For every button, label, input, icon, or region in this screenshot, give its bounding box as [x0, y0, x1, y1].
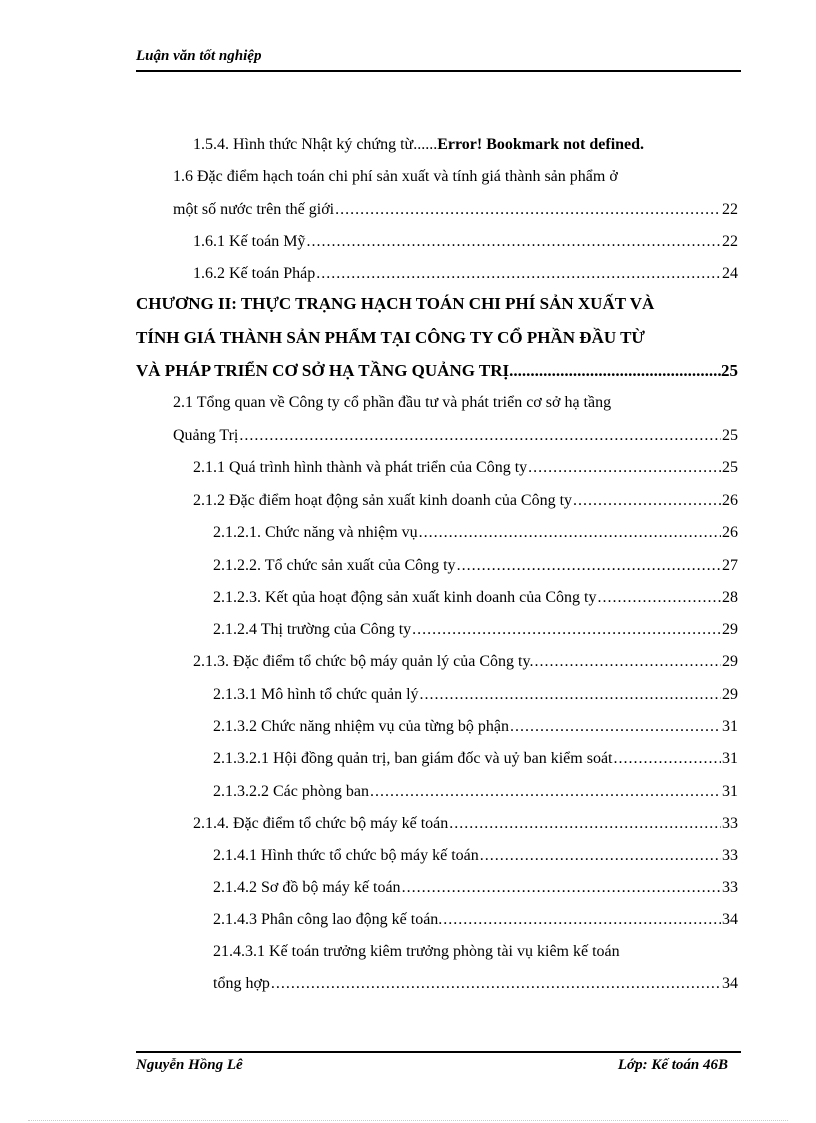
toc-dots	[316, 264, 721, 284]
toc-page-number: 34	[722, 975, 738, 992]
toc-page-number: 29	[722, 686, 738, 703]
toc-entry-text: 2.1.4.3 Phân công lao động kế toán.	[213, 911, 443, 928]
toc-entry-2-1-2-2	[213, 556, 738, 576]
toc-dots	[412, 620, 721, 640]
toc-entry-text: 2.1.4.2 Sơ đồ bộ máy kế toán	[213, 879, 401, 896]
toc-entry-text: VÀ PHÁP TRIỂN CƠ SỞ HẠ TẦNG QUẢNG TRỊ	[136, 361, 510, 380]
toc-dots	[402, 878, 721, 898]
page-edge	[28, 1120, 788, 1121]
toc-entry-text: 2.1.3.1 Mô hình tổ chức quản lý	[213, 686, 419, 703]
toc-dots	[419, 523, 721, 543]
toc-entry-text: 2.1.2.3. Kết qủa hoạt động sản xuất kinh doanh của Công ty	[213, 589, 597, 606]
toc-page-number: 25	[722, 459, 738, 476]
toc-entry-text: 2.1.1 Quá trình hình thành và phát triển của Công ty	[193, 459, 528, 476]
toc-page-number: 29	[722, 621, 738, 638]
toc-dots	[239, 426, 721, 446]
footer-rule	[136, 1051, 741, 1053]
toc-page-number: 33	[722, 879, 738, 896]
toc-entry-text: 2.1.4.1 Hình thức tổ chức bộ máy kế toán	[213, 847, 479, 864]
toc-entry-1-6-2	[193, 264, 738, 284]
toc-entry-2-1-4-3-1	[213, 974, 738, 994]
toc-dots	[449, 814, 721, 834]
toc-dots: ......	[413, 136, 438, 153]
toc-dots	[443, 910, 721, 930]
toc-entry-2-1-4	[193, 814, 738, 834]
toc-page-number: 27	[722, 557, 738, 574]
toc-page-number: 26	[722, 492, 738, 509]
toc-dots	[598, 588, 722, 608]
toc-entry-2-1-3-2-1	[213, 749, 738, 769]
toc-entry-1-5-4	[193, 135, 644, 155]
chapter-2-title-line1: CHƯƠNG II: THỰC TRẠNG HẠCH TOÁN CHI PHÍ SẢN XUẤT VÀ	[136, 294, 655, 313]
toc-entry-2-1-4-1	[213, 846, 738, 866]
toc-dots	[510, 717, 721, 737]
toc-entry-2-1-3-1	[213, 685, 738, 705]
toc-page-number: 31	[722, 783, 738, 800]
toc-entry-text: 2.1.3. Đặc điểm tổ chức bộ máy quản lý của Công ty.	[193, 653, 534, 670]
toc-entry-1-6	[173, 200, 738, 220]
toc-page-number: 22	[722, 233, 738, 250]
chapter-2-title-line3	[136, 361, 738, 381]
toc-entry-text: một số nước trên thế giới	[173, 201, 335, 218]
toc-entry-2-1-2	[193, 491, 738, 511]
toc-page-number: 28	[722, 589, 738, 606]
toc-page-number: 31	[722, 750, 738, 767]
toc-dots	[271, 974, 721, 994]
toc-entry-text: tổng hợp	[213, 975, 270, 992]
toc-page-number: 34	[722, 911, 738, 928]
toc-entry-text: 2.1.3.2.1 Hội đồng quản trị, ban giám đốc và uỷ ban kiểm soát	[213, 750, 613, 767]
toc-page-number: 31	[722, 718, 738, 735]
footer-author: Nguyễn Hồng Lê	[136, 1057, 243, 1073]
toc-entry-2-1-4-3-1-line1: 21.4.3.1 Kế toán trưởng kiêm trưởng phòng tài vụ kiêm kế toán	[213, 943, 620, 960]
toc-page-number: 33	[722, 847, 738, 864]
toc-page-number: 29	[722, 653, 738, 670]
toc-entry-text: 2.1.2 Đặc điểm hoạt động sản xuất kinh doanh của Công ty	[193, 492, 573, 509]
toc-entry-text: 2.1.2.1. Chức năng và nhiệm vụ	[213, 524, 418, 541]
toc-entry-text: 2.1.2.2. Tổ chức sản xuất của Công ty	[213, 557, 456, 574]
page-header-title: Luận văn tốt nghiệp	[136, 48, 262, 64]
toc-entry-2-1-4-2	[213, 878, 738, 898]
toc-entry-1-6-1	[193, 232, 738, 252]
toc-entry-text: Quảng Trị	[173, 427, 239, 444]
toc-entry-text: 2.1.4. Đặc điểm tổ chức bộ máy kế toán	[193, 815, 449, 832]
toc-page-number: 24	[722, 265, 738, 282]
toc-entry-text: 1.6.2 Kế toán Pháp	[193, 265, 316, 282]
toc-dots	[613, 749, 721, 769]
toc-entry-2-1-3-2-2	[213, 782, 738, 802]
toc-entry-2-1-3	[193, 652, 738, 672]
toc-entry-text: 1.5.4. Hình thức Nhật ký chứng từ	[193, 136, 414, 153]
toc-dots	[457, 556, 721, 576]
toc-page-number: 25	[722, 427, 738, 444]
toc-entry-2-1-4-3	[213, 910, 738, 930]
toc-dots	[420, 685, 721, 705]
toc-entry-text: 2.1.2.4 Thị trường của Công ty	[213, 621, 412, 638]
toc-entry-text: 1.6.1 Kế toán Mỹ	[193, 233, 306, 250]
toc-dots	[370, 782, 721, 802]
toc-entry-2-1-2-3	[213, 588, 738, 608]
toc-page-number: 33	[722, 815, 738, 832]
toc-entry-2-1-2-1	[213, 523, 738, 543]
toc-entry-text: 2.1.3.2.2 Các phòng ban	[213, 783, 369, 800]
toc-entry-text: 2.1.3.2 Chức năng nhiệm vụ của từng bộ phận	[213, 718, 509, 735]
bookmark-error: Error! Bookmark not defined.	[437, 136, 645, 153]
toc-page-number: 25	[721, 361, 738, 380]
toc-dots	[509, 361, 721, 381]
toc-dots	[480, 846, 721, 866]
toc-page-number: 22	[722, 201, 738, 218]
header-rule	[136, 70, 741, 72]
toc-entry-2-1-1	[193, 458, 738, 478]
chapter-2-title-line2: TÍNH GIÁ THÀNH SẢN PHẨM TẠI CÔNG TY CỔ PHẦN ĐẦU TỪ	[136, 328, 645, 347]
toc-entry-2-1-3-2	[213, 717, 738, 737]
toc-dots	[306, 232, 721, 252]
toc-page-number: 26	[722, 524, 738, 541]
footer-class: Lớp: Kế toán 46B	[617, 1057, 728, 1073]
toc-dots	[335, 200, 721, 220]
toc-entry-2-1-line1: 2.1 Tổng quan về Công ty cổ phần đầu tư và phát triển cơ sở hạ tầng	[173, 394, 612, 411]
toc-dots	[573, 491, 721, 511]
toc-entry-2-1	[173, 426, 738, 446]
toc-dots	[528, 458, 721, 478]
toc-entry-2-1-2-4	[213, 620, 738, 640]
toc-dots	[534, 652, 721, 672]
toc-entry-1-6-line1: 1.6 Đặc điểm hạch toán chi phí sản xuất và tính giá thành sản phẩm ở	[173, 168, 618, 185]
